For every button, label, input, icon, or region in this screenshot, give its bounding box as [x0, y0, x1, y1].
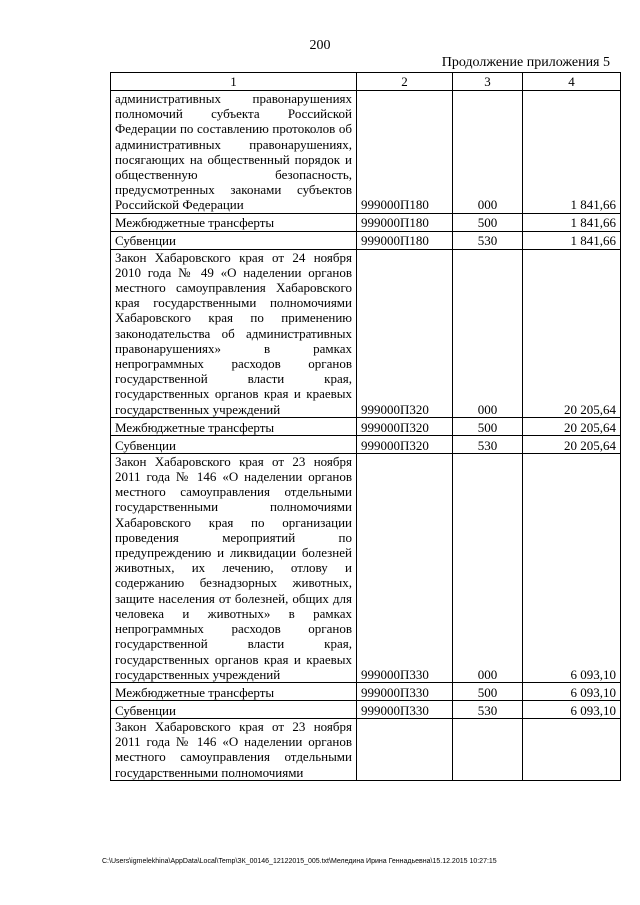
row-description: Закон Хабаровского края от 23 ноября 2011 года № 146 «О наделении органов местного самоуправления отдельными государственными полномочиями Хабаровского края по организации проведения мероприятий по предупреждению и ликвидации болезней животных, их лечению, отлову и содержанию безнадзорных животных, защите населения от болезней, общих для человека и животных» в рамках непрограммных расходов органов государственной власти края, государственных органов края и краевых государственных учреждений — [111, 453, 357, 682]
budget-table — [110, 72, 621, 781]
row-expense-type: 500 — [453, 213, 523, 231]
page-number: 200 — [309, 38, 331, 53]
row-description: Закон Хабаровского края от 24 ноября 2010 года № 49 «О наделении органов местного самоуправления Хабаровского края государственными полномочиями Хабаровского края по применению законодательства об административных правонарушениях» в рамках непрограммных расходов органов государственной власти края, государственных органов края и краевых государственных учреждений — [111, 249, 357, 417]
table-row — [111, 91, 621, 214]
row-description: Субвенции — [111, 435, 357, 453]
row-amount — [523, 718, 621, 780]
continuation-label: Продолжение приложения 5 — [441, 55, 610, 70]
header-cell-3: 3 — [453, 73, 523, 91]
row-expense-type — [453, 718, 523, 780]
file-path-footer: C:\Users\igmelekhina\AppData\Local\Temp\ЗК_00146_12122015_005.txt\Меледина Ирина Геннадьевна\15.12.2015 10:27:15 — [102, 858, 497, 865]
row-expense-type: 000 — [453, 249, 523, 417]
row-target-code: 999000П320 — [357, 249, 453, 417]
row-amount: 20 205,64 — [523, 417, 621, 435]
row-amount: 6 093,10 — [523, 682, 621, 700]
row-expense-type: 500 — [453, 682, 523, 700]
row-expense-type: 500 — [453, 417, 523, 435]
row-target-code: 999000П330 — [357, 453, 453, 682]
table-header-row — [111, 73, 621, 91]
row-target-code — [357, 718, 453, 780]
table-row — [111, 700, 621, 718]
table-row — [111, 213, 621, 231]
row-target-code: 999000П330 — [357, 682, 453, 700]
header-cell-2: 2 — [357, 73, 453, 91]
row-target-code: 999000П320 — [357, 417, 453, 435]
row-amount: 1 841,66 — [523, 231, 621, 249]
table-row — [111, 231, 621, 249]
row-expense-type: 000 — [453, 91, 523, 214]
row-expense-type: 530 — [453, 231, 523, 249]
header-cell-1: 1 — [111, 73, 357, 91]
row-description: Закон Хабаровского края от 23 ноября 2011 года № 146 «О наделении органов местного самоуправления отдельными государственными полномочиями — [111, 718, 357, 780]
row-expense-type: 530 — [453, 700, 523, 718]
row-description: Субвенции — [111, 700, 357, 718]
header-cell-4: 4 — [523, 73, 621, 91]
row-description: административных правонарушениях полномочий субъекта Российской Федерации по составлению протоколов об административных правонарушениях, посягающих на общественный порядок и общественную безопасность, предусмотренных законами субъектов Российской Федерации — [111, 91, 357, 214]
row-description: Межбюджетные трансферты — [111, 213, 357, 231]
row-description: Межбюджетные трансферты — [111, 417, 357, 435]
row-amount: 20 205,64 — [523, 435, 621, 453]
row-target-code: 999000П320 — [357, 435, 453, 453]
row-expense-type: 530 — [453, 435, 523, 453]
row-expense-type: 000 — [453, 453, 523, 682]
row-target-code: 999000П180 — [357, 231, 453, 249]
row-description: Межбюджетные трансферты — [111, 682, 357, 700]
row-amount: 1 841,66 — [523, 213, 621, 231]
row-target-code: 999000П330 — [357, 700, 453, 718]
row-amount: 20 205,64 — [523, 249, 621, 417]
table-row — [111, 417, 621, 435]
row-description: Субвенции — [111, 231, 357, 249]
row-target-code: 999000П180 — [357, 91, 453, 214]
table-row — [111, 453, 621, 682]
table-row — [111, 682, 621, 700]
row-amount: 6 093,10 — [523, 700, 621, 718]
table-row — [111, 249, 621, 417]
table-row — [111, 718, 621, 780]
table-row — [111, 435, 621, 453]
row-target-code: 999000П180 — [357, 213, 453, 231]
row-amount: 1 841,66 — [523, 91, 621, 214]
row-amount: 6 093,10 — [523, 453, 621, 682]
